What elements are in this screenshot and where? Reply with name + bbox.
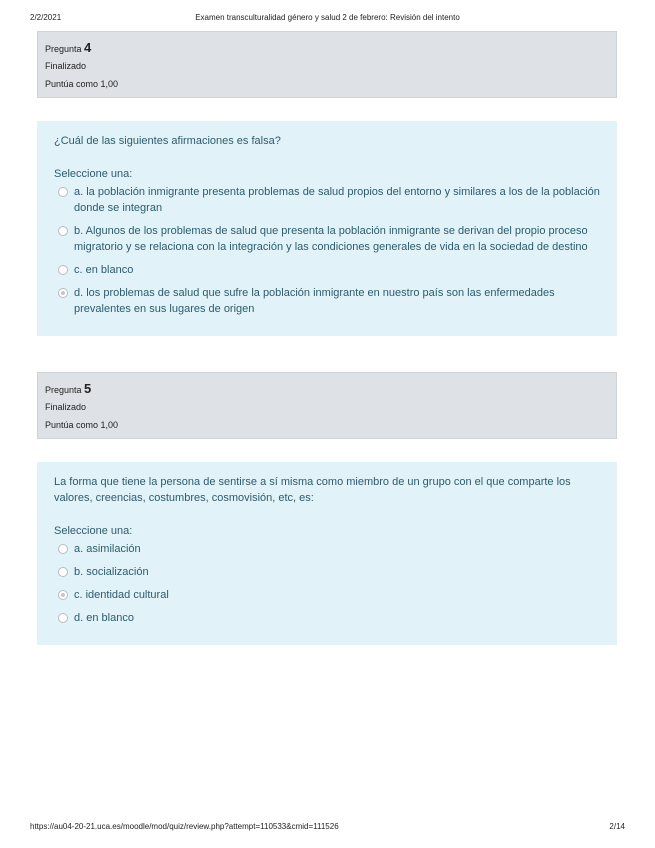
- page-number: 2/14: [609, 822, 625, 831]
- answer-option-a[interactable]: a. asimilación: [54, 541, 601, 557]
- question-state: Finalizado: [45, 61, 87, 71]
- answer-option-b[interactable]: b. Algunos de los problemas de salud que presenta la población inmigrante se derivan del propio proceso migratorio y se relaciona con la integración y las condiciones generales de vida en la sociedad de destino: [54, 223, 601, 255]
- print-date: 2/2/2021: [30, 13, 62, 22]
- print-title: Examen transculturalidad género y salud 2 de febrero: Revisión del intento: [195, 13, 460, 22]
- question-number: Pregunta 4: [45, 40, 92, 55]
- radio-button-selected[interactable]: [58, 590, 68, 600]
- radio-button[interactable]: [58, 265, 68, 275]
- question-info-4: [37, 31, 617, 98]
- radio-button[interactable]: [58, 567, 68, 577]
- question-state: Finalizado: [45, 402, 87, 412]
- question-grade: Puntúa como 1,00: [45, 420, 119, 430]
- radio-button-selected[interactable]: [58, 288, 68, 298]
- answer-prompt: Seleccione una:: [54, 168, 133, 180]
- question-content-4: [37, 121, 617, 336]
- radio-button[interactable]: [58, 613, 68, 623]
- print-footer: [30, 822, 625, 836]
- question-text: ¿Cuál de las siguientes afirmaciones es falsa?: [54, 135, 281, 147]
- radio-button[interactable]: [58, 187, 68, 197]
- question-number: Pregunta 5: [45, 381, 92, 396]
- radio-button[interactable]: [58, 226, 68, 236]
- question-info-5: [37, 372, 617, 439]
- answer-option-d[interactable]: d. en blanco: [54, 610, 601, 626]
- print-header: [30, 13, 625, 27]
- print-url: https://au04-20-21.uca.es/moodle/mod/quiz/review.php?attempt=110533&cmid=111526: [30, 822, 339, 831]
- radio-button[interactable]: [58, 544, 68, 554]
- answer-option-a[interactable]: a. la población inmigrante presenta problemas de salud propios del entorno y similares a los de la población donde se integran: [54, 184, 601, 216]
- answer-option-c[interactable]: c. identidad cultural: [54, 587, 601, 603]
- question-content-5: [37, 462, 617, 645]
- answer-prompt: Seleccione una:: [54, 525, 133, 537]
- answer-option-b[interactable]: b. socialización: [54, 564, 601, 580]
- question-text: La forma que tiene la persona de sentirse a sí misma como miembro de un grupo con el que comparte los valores, creencias, costumbres, cosmovisión, etc, es:: [54, 476, 571, 504]
- answer-option-d[interactable]: d. los problemas de salud que sufre la población inmigrante en nuestro país son las enfermedades prevalentes en sus lugares de origen: [54, 285, 601, 317]
- question-grade: Puntúa como 1,00: [45, 79, 119, 89]
- answer-option-c[interactable]: c. en blanco: [54, 262, 601, 278]
